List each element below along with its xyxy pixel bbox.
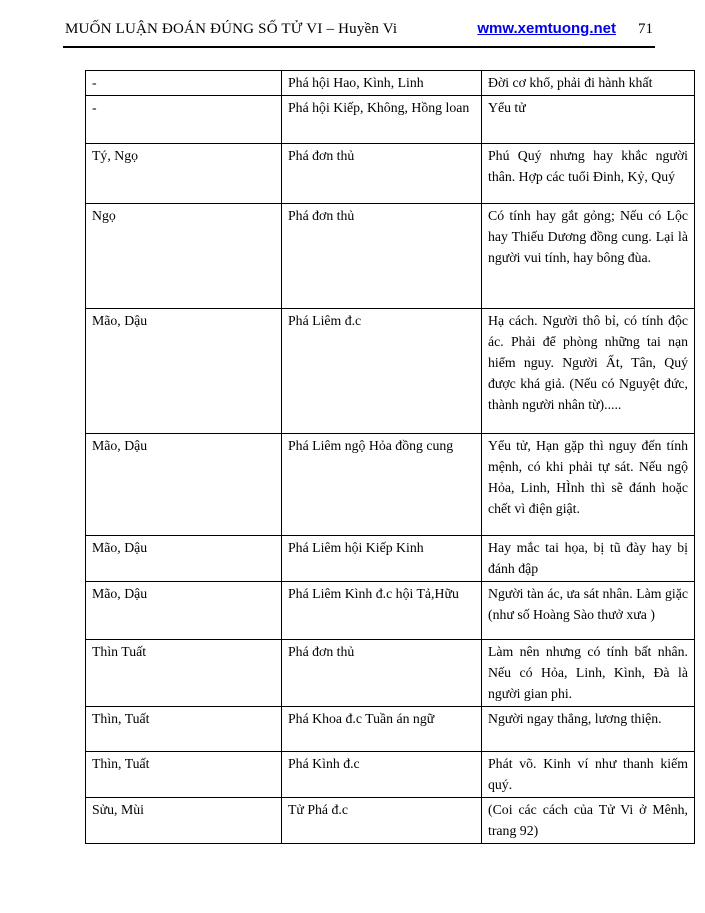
cung-cell: Ngọ	[86, 204, 282, 309]
table-row	[86, 434, 695, 536]
table-row	[86, 798, 695, 844]
luan-cell: Phát võ. Kinh ví như thanh kiếm quý.	[482, 752, 695, 798]
cach-cell: Phá Liêm ngộ Hỏa đồng cung	[282, 434, 482, 536]
cach-cell: Phá hội Kiếp, Không, Hồng loan	[282, 96, 482, 144]
page-header	[63, 14, 655, 46]
table-body	[86, 71, 695, 844]
cung-cell: Mão, Dậu	[86, 582, 282, 640]
luan-cell: Người ngay thẳng, lương thiện.	[482, 707, 695, 752]
cach-cell: Phá Liêm đ.c	[282, 309, 482, 434]
tu-vi-table	[85, 70, 695, 844]
luan-cell: Hạ cách. Người thô bỉ, có tính độc ác. Phải để phòng những tai nạn hiểm nguy. Người Ất, Tân, Quý được khá giả. (Nếu có Nguyệt đức, thành người nhân từ).....	[482, 309, 695, 434]
luan-cell: Đời cơ khổ, phải đi hành khất	[482, 71, 695, 96]
luan-cell: Yểu tử, Hạn gặp thì nguy đến tính mệnh, có khi phải tự sát. Nếu ngộ Hỏa, Linh, HÌnh thì sẽ đánh hoặc chết vì điện giật.	[482, 434, 695, 536]
cung-cell: Thìn, Tuất	[86, 707, 282, 752]
table-container	[85, 70, 688, 844]
cung-cell: Mão, Dậu	[86, 536, 282, 582]
luan-cell: Yểu tử	[482, 96, 695, 144]
table-row	[86, 309, 695, 434]
header-right-group	[477, 20, 653, 38]
table-row	[86, 640, 695, 707]
cung-cell: Thìn, Tuất	[86, 752, 282, 798]
table-row	[86, 536, 695, 582]
luan-cell: (Coi các cách của Tử Vi ở Mênh, trang 92)	[482, 798, 695, 844]
cach-cell: Phá hội Hao, Kình, Linh	[282, 71, 482, 96]
luan-cell: Có tính hay gắt gỏng; Nếu có Lộc hay Thiếu Dương đồng cung. Lại là người vui tính, hay bông đùa.	[482, 204, 695, 309]
cung-cell: Sửu, Mùi	[86, 798, 282, 844]
luan-cell: Hay mắc tai họa, bị tũ đày hay bị đánh đập	[482, 536, 695, 582]
table-row	[86, 707, 695, 752]
cung-cell: Mão, Dậu	[86, 309, 282, 434]
table-row	[86, 204, 695, 309]
cung-cell: -	[86, 96, 282, 144]
header-divider	[63, 46, 655, 48]
page-title: MUỐN LUẬN ĐOÁN ĐÚNG SỐ TỬ VI – Huyền Vi	[65, 21, 398, 37]
luan-cell: Làm nên nhưng có tính bất nhân. Nếu có Hỏa, Linh, Kình, Đà là người gian phi.	[482, 640, 695, 707]
luan-cell: Người tàn ác, ưa sát nhân. Làm giặc (như số Hoàng Sào thưở xưa )	[482, 582, 695, 640]
table-row	[86, 96, 695, 144]
luan-cell: Phú Quý nhưng hay khắc người thân. Hợp các tuổi Đinh, Kỷ, Quý	[482, 144, 695, 204]
cach-cell: Phá Kình đ.c	[282, 752, 482, 798]
cach-cell: Phá đơn thủ	[282, 204, 482, 309]
cach-cell: Phá đơn thủ	[282, 144, 482, 204]
table-row	[86, 582, 695, 640]
cung-cell: Mão, Dậu	[86, 434, 282, 536]
cach-cell: Phá Liêm hội Kiếp Kinh	[282, 536, 482, 582]
cach-cell: Tử Phá đ.c	[282, 798, 482, 844]
table-row	[86, 752, 695, 798]
cach-cell: Phá đơn thủ	[282, 640, 482, 707]
cung-cell: Thìn Tuất	[86, 640, 282, 707]
cung-cell: Tý, Ngọ	[86, 144, 282, 204]
cach-cell: Phá Khoa đ.c Tuần án ngữ	[282, 707, 482, 752]
page-number: 71	[638, 21, 653, 37]
table-row	[86, 71, 695, 96]
site-link[interactable]: wmw.xemtuong.net	[477, 20, 616, 37]
cung-cell: -	[86, 71, 282, 96]
table-row	[86, 144, 695, 204]
cach-cell: Phá Liêm Kình đ.c hội Tả,Hữu	[282, 582, 482, 640]
